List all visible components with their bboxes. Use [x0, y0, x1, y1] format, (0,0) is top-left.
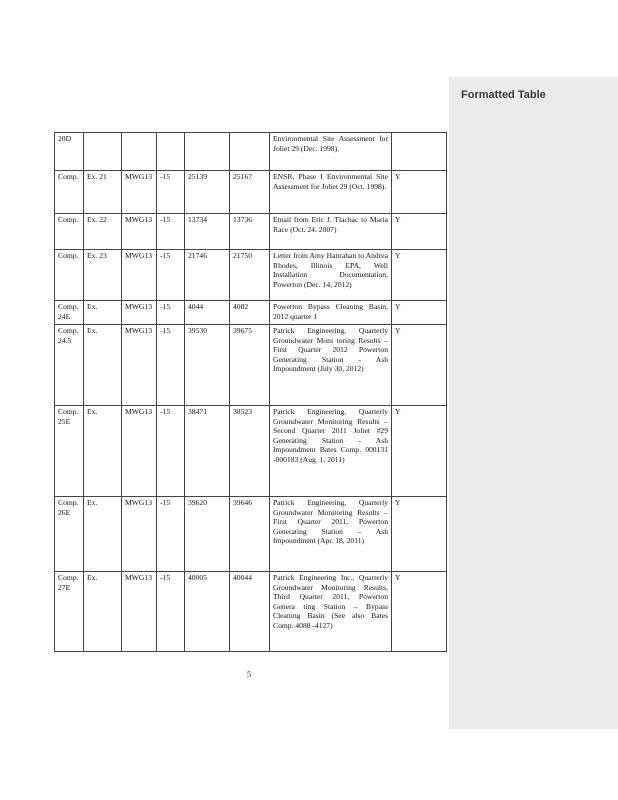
- description-cell: Email from Eric J. Tlachac to Maria Race (Oct. 24. 2007): [270, 214, 392, 250]
- exhibit-number-cell: Ex. 21: [84, 171, 122, 214]
- bates-suffix-cell: -15: [157, 214, 185, 250]
- exhibit-id-cell: Comp.: [55, 214, 84, 250]
- produced-flag-cell: Y: [392, 497, 447, 572]
- bates-end-cell: 21750: [230, 250, 270, 301]
- bates-suffix-cell: -15: [157, 325, 185, 406]
- bates-suffix-cell: -15: [157, 301, 185, 325]
- description-cell: Patrick Engineering, Quarterly Groundwater Monitoring Results – Second Quarter 2011 Joliet #29 Generating Station - Ash Impoundment Bates Comp. 000131 -000183 (Aug. 1, 2011): [270, 406, 392, 497]
- bates-begin-cell: 13734: [185, 214, 230, 250]
- table-row: [55, 133, 447, 171]
- bates-begin-cell: 40005: [185, 572, 230, 652]
- table-row: [55, 250, 447, 301]
- bates-suffix-cell: -15: [157, 572, 185, 652]
- description-cell: Environmental Site Assessment for Joliet 29 (Dec. 1998).: [270, 133, 392, 171]
- produced-flag-cell: Y: [392, 301, 447, 325]
- bates-begin-cell: 39620: [185, 497, 230, 572]
- description-cell: Patrick Engineering, Quarterly Groundwater Monitoring Results – First Quarter 2011, Powerton Generating Station – Ash Impoundment (Apr. 18, 2011): [270, 497, 392, 572]
- bates-end-cell: [230, 133, 270, 171]
- bates-begin-cell: [185, 133, 230, 171]
- produced-flag-cell: Y: [392, 214, 447, 250]
- exhibit-number-cell: Ex.: [84, 325, 122, 406]
- bates-end-cell: 40044: [230, 572, 270, 652]
- bates-suffix-cell: [157, 133, 185, 171]
- description-cell: Powerton Bypass Cleaning Basin, 2012 quarter 1: [270, 301, 392, 325]
- page-number: 5: [247, 670, 251, 679]
- bates-end-cell: 38523: [230, 406, 270, 497]
- bates-end-cell: 4082: [230, 301, 270, 325]
- produced-flag-cell: Y: [392, 171, 447, 214]
- produced-flag-cell: Y: [392, 406, 447, 497]
- exhibit-id-cell: Comp. 26E: [55, 497, 84, 572]
- produced-flag-cell: [392, 133, 447, 171]
- bates-prefix-cell: MWG13: [122, 214, 157, 250]
- exhibit-number-cell: Ex. 23: [84, 250, 122, 301]
- bates-begin-cell: 38471: [185, 406, 230, 497]
- bates-begin-cell: 39530: [185, 325, 230, 406]
- bates-end-cell: 39675: [230, 325, 270, 406]
- exhibit-id-cell: Comp.: [55, 250, 84, 301]
- exhibit-number-cell: Ex.: [84, 572, 122, 652]
- table-row: [55, 406, 447, 497]
- bates-prefix-cell: MWG13: [122, 572, 157, 652]
- description-cell: Patrick Engineering Inc., Quarterly Groundwater Monitoring Results, Third Quarter 2011, Powerton Genera ting Station – Bypass Cleaning Basin (See also Bates Comp. 4088 -4127): [270, 572, 392, 652]
- bates-suffix-cell: -15: [157, 406, 185, 497]
- exhibit-number-cell: Ex.: [84, 301, 122, 325]
- bates-suffix-cell: -15: [157, 250, 185, 301]
- exhibit-id-cell: Comp.: [55, 171, 84, 214]
- table-row: [55, 572, 447, 652]
- produced-flag-cell: Y: [392, 572, 447, 652]
- produced-flag-cell: Y: [392, 325, 447, 406]
- bates-prefix-cell: MWG13: [122, 497, 157, 572]
- exhibit-table: [54, 132, 447, 652]
- produced-flag-cell: Y: [392, 250, 447, 301]
- exhibit-number-cell: Ex.: [84, 497, 122, 572]
- table-row: [55, 325, 447, 406]
- bates-suffix-cell: -15: [157, 171, 185, 214]
- exhibit-number-cell: Ex.: [84, 406, 122, 497]
- table-row: [55, 301, 447, 325]
- exhibit-id-cell: 20D: [55, 133, 84, 171]
- comment-margin-panel: [449, 77, 618, 729]
- description-cell: Letter from Amy Hanrahan to Andrea Rhodes, Illinois EPA, Well Installation Documentation, Powerton (Dec. 14, 2012): [270, 250, 392, 301]
- bates-end-cell: 39646: [230, 497, 270, 572]
- bates-end-cell: 25167: [230, 171, 270, 214]
- bates-prefix-cell: MWG13: [122, 171, 157, 214]
- exhibit-id-cell: Comp. 25E: [55, 406, 84, 497]
- bates-suffix-cell: -15: [157, 497, 185, 572]
- bates-prefix-cell: MWG13: [122, 301, 157, 325]
- description-cell: Patrick Engineering, Quarterly Groundwater Moni toring Results – First Quarter 2012 Powerton Generating Station - Ash Impoundment (July 30, 2012): [270, 325, 392, 406]
- bates-begin-cell: 4044: [185, 301, 230, 325]
- formatted-table-note: Formatted Table: [461, 89, 546, 101]
- table-row: [55, 214, 447, 250]
- exhibit-number-cell: [84, 133, 122, 171]
- bates-end-cell: 13736: [230, 214, 270, 250]
- bates-begin-cell: 21746: [185, 250, 230, 301]
- exhibit-id-cell: Comp. 27E: [55, 572, 84, 652]
- exhibit-number-cell: Ex. 22: [84, 214, 122, 250]
- table-row: [55, 171, 447, 214]
- exhibit-id-cell: Comp. 24.5: [55, 325, 84, 406]
- bates-prefix-cell: MWG13: [122, 325, 157, 406]
- bates-prefix-cell: MWG13: [122, 250, 157, 301]
- description-cell: ENSR, Phase I Environmental Site Assessment for Joliet 29 (Oct. 1998).: [270, 171, 392, 214]
- exhibit-id-cell: Comp. 24E: [55, 301, 84, 325]
- bates-prefix-cell: [122, 133, 157, 171]
- bates-prefix-cell: MWG13: [122, 406, 157, 497]
- table-row: [55, 497, 447, 572]
- bates-begin-cell: 25139: [185, 171, 230, 214]
